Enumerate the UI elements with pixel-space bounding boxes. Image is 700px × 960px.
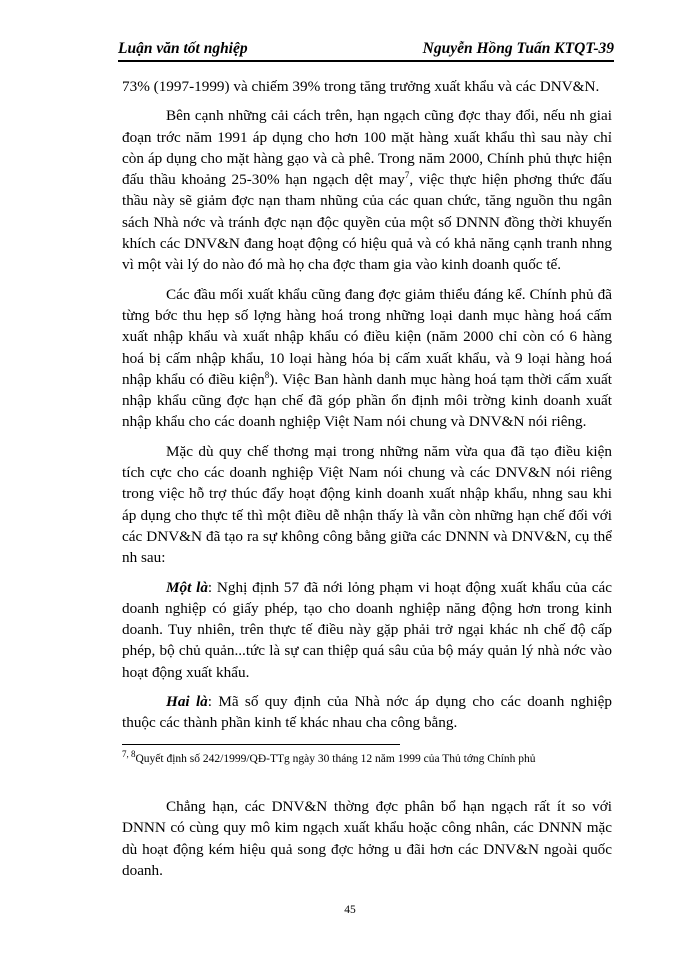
paragraph-1: 73% (1997-1999) và chiếm 39% trong tăng trưởng xuất khẩu và các DNV&N. [122,78,600,95]
footnote-text: Quyết định số 242/1999/QĐ-TTg ngày 30 tháng 12 năm 1999 của Thủ tớng Chính phủ [135,753,536,765]
paragraph-2-text-a: Bên cạnh những cải cách trên, hạn ngạch cũng đợc thay đổi, nếu nh giai đoạn trớc năm 1991 áp dụng cho hơn 100 mặt hàng xuất khẩu thì sau này chỉ còn áp dụng cho mặt hàng gạo và cà phê. Trong năm 2000, Chính phủ thực hiện đấu thầu khoảng 25-30% hạn ngạch dệt may [122,107,612,189]
main-body-continued [122,796,612,881]
paragraph-3-text-a: Các đầu mối xuất khẩu cũng đang đợc giảm thiểu đáng kể. Chính phủ đã từng bớc thu hẹp số lợng hàng hoá trong những loại danh mục hàng hoá cấm xuất nhập khẩu và xuất nhập khẩu có điều kiện (năm 2000 chỉ còn có 6 hàng hoá bị cấm nhập khẩu, 10 loại hàng hóa bị cấm xuất khẩu, và 9 loại hàng hoá nhập khẩu có điều kiện [122,285,612,388]
footnote-ref-7: 7 [404,170,410,181]
paragraph-3-text-b: ). Việc Ban hành danh mục hàng hoá tạm thời cấm xuất nhập khẩu cũng đợc hạn chế đã góp phần ổn định môi trờng kinh doanh xuất nhập khẩu cho các doanh nghiệp Việt Nam nói chung và DNV&N nói riêng. [122,370,612,431]
paragraph-5-text: : Nghị định 57 đã nới lỏng phạm vi hoạt động xuất khẩu của các doanh nghiệp có giấy phép, tạo cho doanh nghiệp năng động hơn trong kinh doanh. Tuy nhiên, trên thực tế điều này gặp phải trở ngại khác nh chế độ cấp phép, bộ chủ quản...tức là sự can thiệp quá sâu của bộ máy quản lý nhà nớc vào hoạt động xuất khẩu. [122,578,612,681]
paragraph-2 [122,105,612,275]
paragraph-6-text: : Mã số quy định của Nhà nớc áp dụng cho các doanh nghiệp thuộc các thành phần kinh tế khác nhau cha công bằng. [122,693,612,732]
paragraph-4: Mặc dù quy chế thơng mại trong những năm vừa qua đã tạo điều kiện tích cực cho các doanh nghiệp Việt Nam nói chung và các DNV&N nói riêng trong việc hỗ trợ thúc đẩy hoạt động kinh doanh xuất nhập khẩu, nhng sau khi áp dụng cho thực tế thì một điều dễ nhận thấy là vẫn còn những hạn chế đối với các DNV&N đã tạo ra sự không công bằng giữa các DNNN và DNV&N, cụ thể nh sau: [122,442,612,567]
page-number: 45 [344,904,356,916]
page-header [118,40,614,62]
paragraph-2-text-b: , việc thực hiện phơng thức đấu thầu này sẽ giảm đợc nạn tham nhũng của các quan chức, tăng nguồn thu ngân sách Nhà nớc và tránh đợc nạn độc quyền của một số DNNN đồng thời khuyến khích các DNV&N đang hoạt động có hiệu quả và có khả năng cạnh tranh nhng vì một vài lý do nào đó mà họ cha đợc tham gia vào kinh doanh quốc tế. [122,171,613,274]
paragraph-5 [122,577,612,683]
paragraph-5-lead: Một là [166,578,208,596]
footnote-ref-8: 8 [264,369,270,380]
paragraph-7: Chẳng hạn, các DNV&N thờng đợc phân bổ hạn ngạch rất ít so với DNNN có cùng quy mô kim ngạch xuất khẩu hoặc công nhân, các DNNN mặc dù hoạt động kém hiệu quả song đợc hởng u đãi hơn các DNV&N ngoài quốc doanh. [122,798,612,879]
footnote-mark: 7, 8 [122,749,136,760]
header-thesis-title: Luận văn tốt nghiệp [118,40,248,57]
footnote [122,749,622,766]
paragraph-6-lead: Hai là [166,693,208,711]
paragraph-3 [122,284,612,433]
footnote-divider [122,744,400,745]
main-body [122,76,612,742]
header-author: Nguyễn Hồng Tuấn KTQT-39 [422,40,614,57]
paragraph-6 [122,691,612,734]
